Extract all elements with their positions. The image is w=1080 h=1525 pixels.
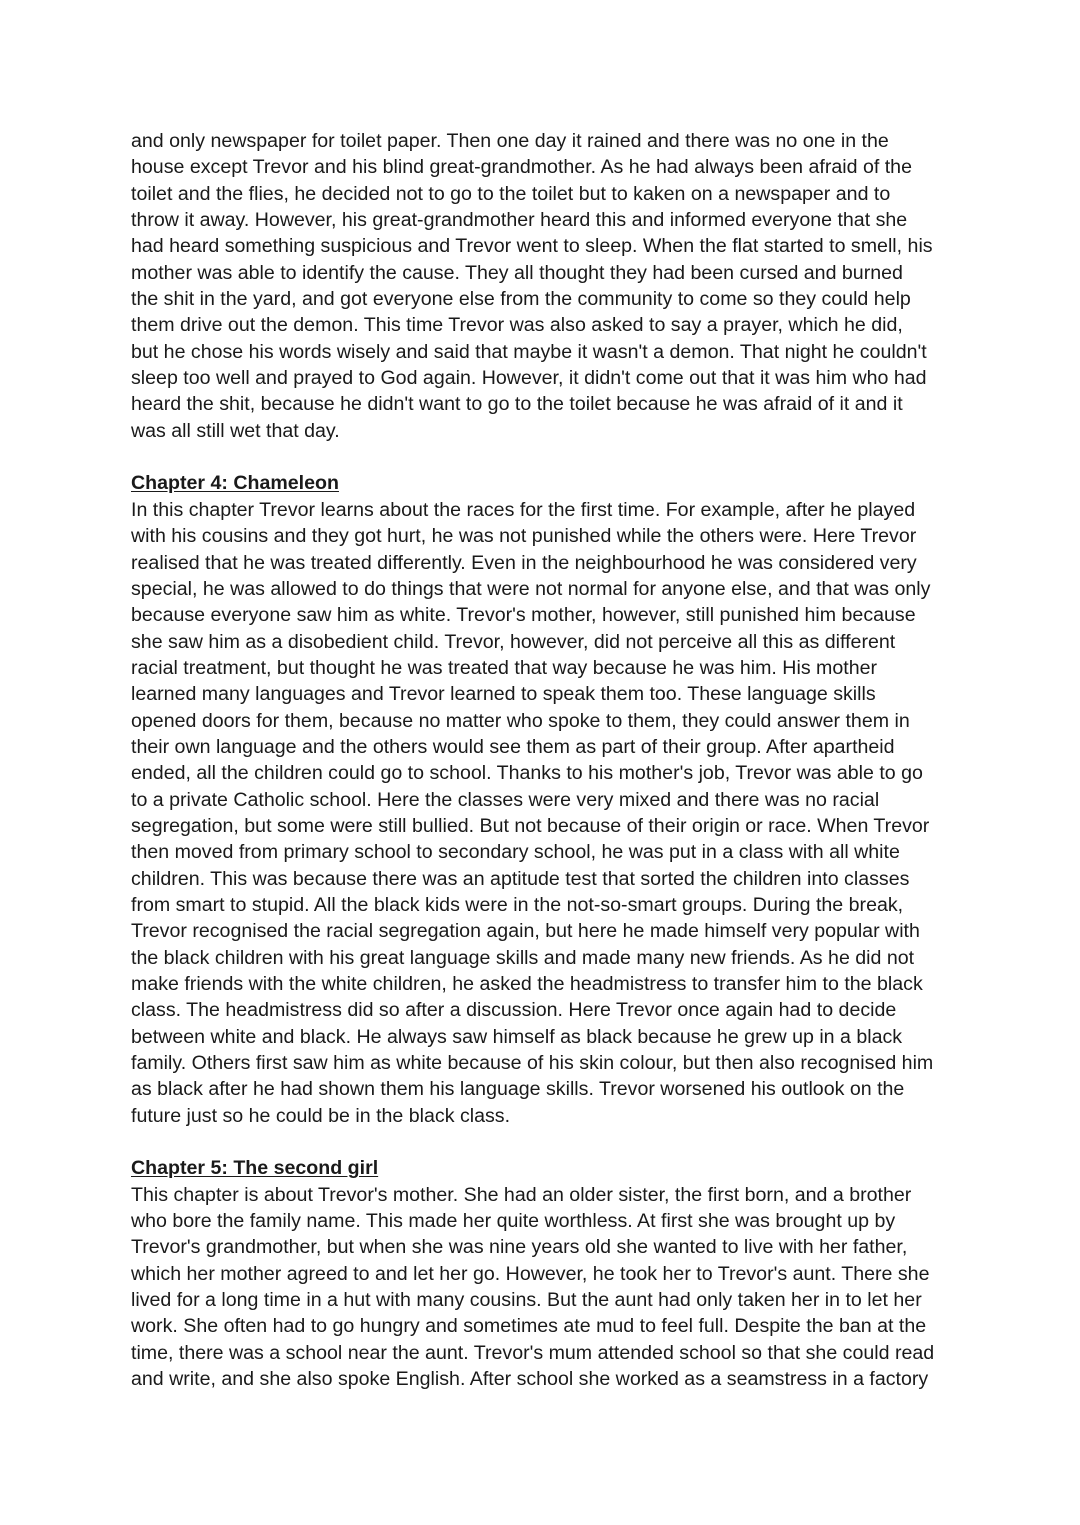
chapter-4-heading: Chapter 4: Chameleon [131, 472, 339, 495]
text-line: Trevor's grandmother, but when she was nine years old she wanted to live with her father, [131, 1236, 908, 1259]
text-line: segregation, but some were still bullied. But not because of their origin or race. When Trevor [131, 814, 930, 837]
document-page [131, 128, 951, 1393]
text-line: This chapter is about Trevor's mother. She had an older sister, the first born, and a brother [131, 1183, 912, 1206]
text-line: she saw him as a disobedient child. Trevor, however, did not perceive all this as different [131, 630, 896, 653]
text-line: In this chapter Trevor learns about the races for the first time. For example, after he played [131, 498, 916, 521]
paragraph-spacer [131, 1129, 951, 1155]
text-line: sleep too well and prayed to God again. However, it didn't come out that it was him who had [131, 367, 927, 390]
text-line: the black children with his great language skills and made many new friends. As he did not [131, 946, 915, 969]
text-line: make friends with the white children, he asked the headmistress to transfer him to the black [131, 973, 923, 995]
chapter-5-heading: Chapter 5: The second girl [131, 1157, 379, 1180]
text-line: and write, and she also spoke English. After school she worked as a seamstress in a factory [131, 1368, 929, 1391]
text-line: but he chose his words wisely and said that maybe it wasn't a demon. That night he couldn't [131, 340, 927, 363]
text-line: realised that he was treated differently. Even in the neighbourhood he was considered very [131, 551, 917, 574]
text-line: mother was able to identify the cause. They all thought they had been cursed and burned [131, 261, 903, 284]
text-line: to a private Catholic school. Here the classes were very mixed and there was no racial [131, 788, 880, 811]
text-line: them drive out the demon. This time Trevor was also asked to say a prayer, which he did, [131, 314, 903, 337]
chapter-5-section [131, 1155, 951, 1392]
text-line: from smart to stupid. All the black kids were in the not-so-smart groups. During the break, [131, 893, 904, 916]
text-line: opened doors for them, because no matter who spoke to them, they could answer them in [131, 709, 910, 732]
text-line: had heard something suspicious and Trevor went to sleep. When the flat started to smell, his [131, 235, 933, 258]
text-line: their own language and the others would see them as part of their group. After apartheid [131, 735, 895, 758]
text-line: because everyone saw him as white. Trevor's mother, however, still punished him because [131, 604, 916, 627]
continuation-paragraph [131, 128, 951, 444]
text-line: with his cousins and they got hurt, he was not punished while the others were. Here Trevor [131, 525, 917, 548]
text-line: who bore the family name. This made her quite worthless. At first she was brought up by [131, 1210, 896, 1233]
text-line: lived for a long time in a hut with many cousins. But the aunt had only taken her in to let her [131, 1289, 922, 1312]
text-line: heard the shit, because he didn't want to go to the toilet because he was afraid of it and it [131, 393, 903, 416]
text-line: family. Others first saw him as white because of his skin colour, but then also recognised him [131, 1052, 934, 1075]
text-line: special, he was allowed to do things that were not normal for anyone else, and that was only [131, 577, 931, 600]
text-line: Trevor recognised the racial segregation again, but here he made himself very popular with [131, 920, 920, 943]
text-line: class. The headmistress did so after a discussion. Here Trevor once again had to decide [131, 999, 897, 1022]
text-line: racial treatment, but thought he was treated that way because he was him. His mother [131, 656, 878, 679]
text-line: between white and black. He always saw himself as black because he grew up in a black [131, 1025, 903, 1048]
text-line: future just so he could be in the black class. [131, 1104, 511, 1127]
text-line: work. She often had to go hungry and sometimes ate mud to feel full. Despite the ban at the [131, 1315, 927, 1338]
text-line: learned many languages and Trevor learned to speak them too. These language skills [131, 683, 876, 706]
paragraph-spacer [131, 444, 951, 470]
text-line: children. This was because there was an aptitude test that sorted the children into classes [131, 867, 910, 890]
text-line: as black after he had shown them his language skills. Trevor worsened his outlook on the [131, 1078, 905, 1101]
text-line: was all still wet that day. [131, 419, 340, 442]
text-line: the shit in the yard, and got everyone else from the community to come so they could help [131, 288, 911, 311]
text-line: toilet and the flies, he decided not to go to the toilet but to kaken on a newspaper and to [131, 182, 891, 205]
text-line: time, there was a school near the aunt. Trevor's mum attended school so that she could read [131, 1341, 935, 1364]
text-line: and only newspaper for toilet paper. Then one day it rained and there was no one in the [131, 130, 889, 152]
text-line: which her mother agreed to and let her go. However, he took her to Trevor's aunt. There she [131, 1262, 930, 1285]
text-line: ended, all the children could go to school. Thanks to his mother's job, Trevor was able to go [131, 762, 923, 785]
chapter-4-section [131, 470, 951, 1129]
text-line: house except Trevor and his blind great-grandmother. As he had always been afraid of the [131, 156, 912, 179]
text-line: then moved from primary school to secondary school, he was put in a class with all white [131, 841, 900, 864]
text-line: throw it away. However, his great-grandmother heard this and informed everyone that she [131, 209, 908, 232]
